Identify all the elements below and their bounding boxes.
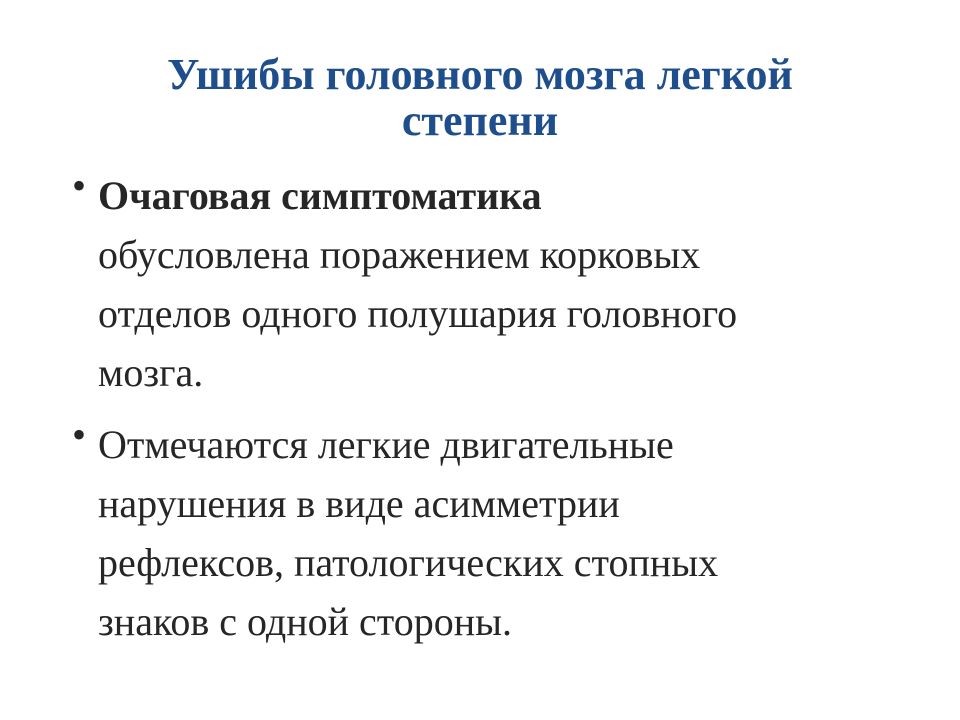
bullet-dot-icon: •	[72, 163, 87, 208]
bullet-line: рефлексов, патологических стопных	[98, 540, 719, 585]
bullet-line: Отмечаются легкие двигательные	[98, 422, 674, 467]
slide-title-line: степени	[401, 96, 559, 145]
slide-title-line: Ушибы головного мозга легкой	[167, 50, 793, 99]
bullet-item-motor-disorders	[72, 412, 932, 651]
bullet-line: знаков с одной стороны.	[98, 599, 513, 644]
bullet-item-focal-symptoms	[72, 163, 932, 402]
bullet-line: обусловлена поражением корковых	[98, 232, 701, 277]
bullet-line: мозга.	[98, 350, 204, 395]
bullet-text	[98, 166, 932, 402]
bullet-dot-icon: •	[72, 412, 87, 457]
bullet-text	[98, 415, 932, 651]
bullet-heading: Очаговая симптоматика	[98, 173, 542, 218]
bullet-line: нарушения в виде асимметрии	[98, 481, 620, 526]
bullet-line: отделов одного полушария головного	[98, 291, 738, 336]
slide-title	[0, 52, 960, 144]
bullet-list	[72, 163, 932, 651]
